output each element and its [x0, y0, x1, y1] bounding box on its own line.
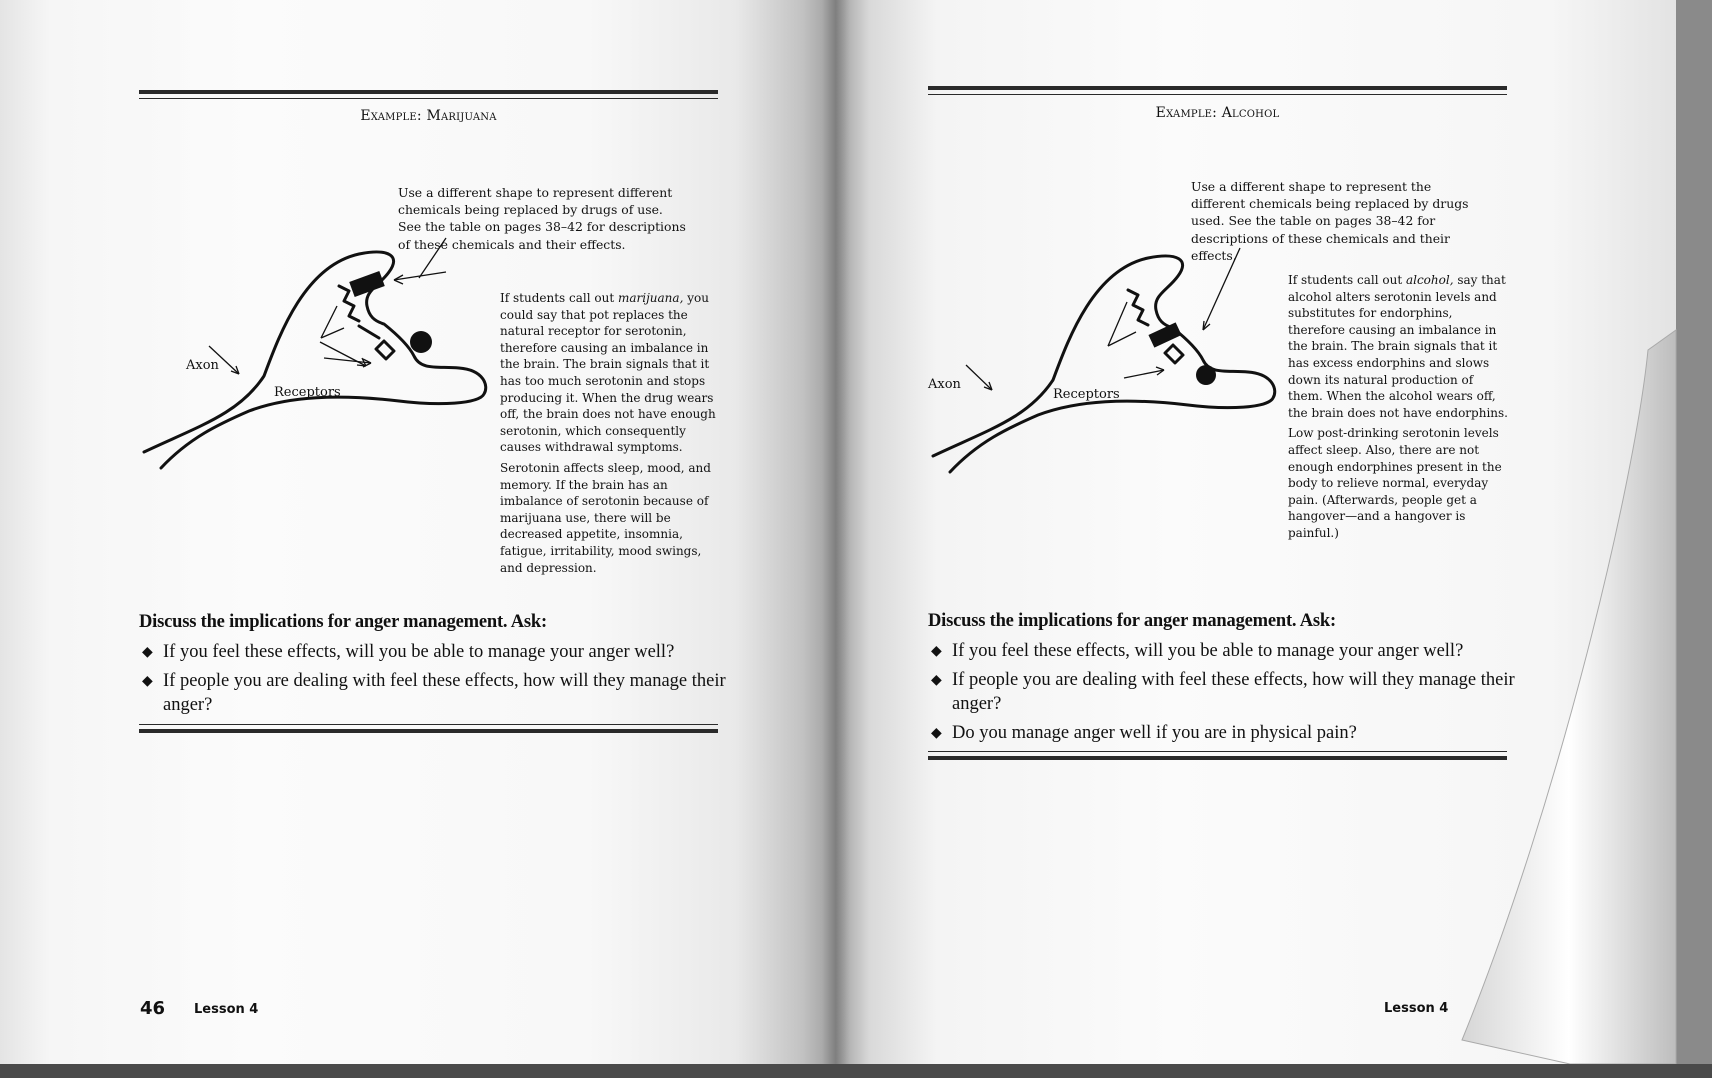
axon-label: Axon [928, 377, 961, 392]
page-number: 46 [140, 998, 166, 1019]
note-paragraph-2: Serotonin affects sleep, mood, and memory. If the brain has an imbalance of serotonin because of marijuana use, there will be decreased appetite, insomnia, fatigue, irritability, mood swings, and depression. [500, 460, 711, 575]
diamond-bullet-icon: ◆ [142, 673, 153, 689]
diamond-bullet-icon: ◆ [931, 672, 942, 688]
list-item: ◆ If you feel these effects, will you be able to manage your anger well? [139, 640, 729, 665]
footer-lesson-label: Lesson 4 [1384, 1001, 1449, 1016]
list-item: ◆ If people you are dealing with feel these effects, how will they manage their anger? [142, 670, 726, 715]
note-paragraph-1: If students call out alcohol, say that alcohol alters serotonin levels and substitutes for endorphins, therefore causing an imbalance in the brain. The brain signals that it has excess endorphins and slows down its natural production of them. When the alcohol wears off, the brain does not have endorphins. [1288, 273, 1508, 420]
list-item: ◆ If you feel these effects, will you be able to manage your anger well? [928, 639, 1518, 664]
figure-instruction: Use a different shape to represent different chemicals being replaced by drugs of use. See the table on pages 38–42 for descriptions of these chemicals and their effects. [398, 185, 686, 252]
diamond-bullet-icon: ◆ [931, 644, 942, 659]
note-paragraph-2: Low post-drinking serotonin levels affect sleep. Also, there are not enough endorphines present in the body to relieve normal, everyday pain. (Afterwards, people get a hangover—and a hangover is painful.) [1288, 426, 1502, 540]
discuss-heading: Discuss the implications for anger management. Ask: [139, 612, 547, 632]
discuss-heading: Discuss the implications for anger management. Ask: [928, 611, 1336, 631]
diamond-bullet-icon: ◆ [931, 725, 942, 741]
example-title: Example: Alcohol [1155, 105, 1280, 121]
list-item: ◆ If people you are dealing with feel these effects, how will they manage their anger? [931, 669, 1515, 714]
list-item: ◆ Do you manage anger well if you are in physical pain? [928, 721, 1518, 746]
example-title: Example: Marijuana [360, 108, 497, 124]
axon-label: Axon [186, 358, 219, 373]
diamond-bullet-icon: ◆ [142, 645, 153, 660]
note-paragraph-1: If students call out marijuana, you could say that pot replaces the natural receptor for serotonin, therefore causing an imbalance in the brain. The brain signals that it has too much serotonin and stops producing it. When the drug wears off, the brain does not have enough serotonin, which consequently causes withdrawal symptoms. [500, 291, 716, 455]
footer-lesson-label: Lesson 4 [194, 1002, 259, 1017]
figure-instruction: Use a different shape to represent the different chemicals being replaced by drugs used. See the table on pages 38–42 for descriptions of these chemicals and their effects. [1191, 179, 1469, 263]
receptors-label: Receptors [274, 385, 341, 400]
receptors-label: Receptors [1053, 387, 1120, 402]
